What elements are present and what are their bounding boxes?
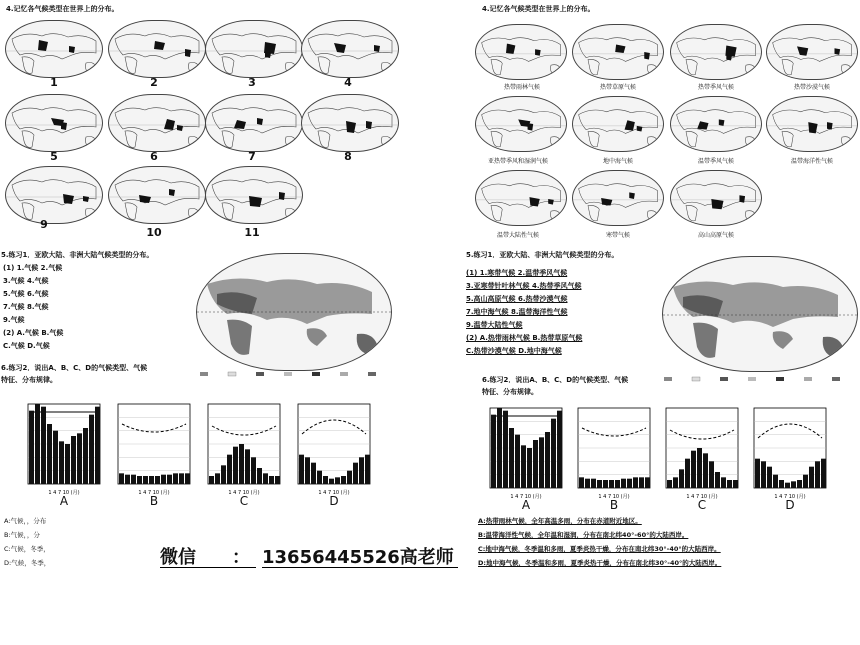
precip-bar [815, 461, 820, 488]
answer-line: B:温带海洋性气候，全年温和湿润，分布在南北纬40°-60°的大陆西岸。 [478, 531, 689, 539]
precip-bar [515, 435, 520, 488]
precip-bar [667, 480, 672, 488]
precip-bar [353, 463, 358, 484]
precip-bar [185, 473, 190, 484]
map-caption: 热带季风气候 [697, 84, 734, 91]
map-number: 5 [50, 150, 58, 163]
precip-bar [365, 455, 370, 484]
watermark-underline [160, 567, 256, 568]
answer-line: A:气候，，分布 [4, 517, 47, 525]
precip-bar [71, 436, 76, 484]
precip-bar [557, 411, 562, 488]
left-title: 4.记忆各气候类型在世界上的分布。 [6, 5, 119, 13]
exercise-line: C.热带沙漠气候 D.地中海气候 [466, 347, 562, 355]
world-map-thumb [475, 170, 567, 226]
precip-bar [509, 428, 514, 488]
world-map-thumb [475, 96, 567, 152]
precip-bar [155, 476, 160, 484]
precip-bar [77, 433, 82, 484]
precip-bar [65, 444, 70, 484]
precip-bar [497, 408, 502, 488]
precip-bar [35, 404, 40, 484]
map-caption: 热带草原气候 [599, 84, 636, 91]
chart-label: B [149, 494, 159, 508]
watermark-colon: ： [232, 547, 250, 568]
precip-bar [821, 459, 826, 488]
map-caption: 温带季风气候 [697, 158, 734, 165]
world-map-thumb [301, 94, 399, 152]
chart-label: C [239, 494, 249, 508]
chart-label: A [59, 494, 69, 508]
precip-bar [527, 448, 532, 488]
precip-bar [263, 473, 268, 484]
map-number: 7 [248, 150, 256, 163]
precip-bar [359, 457, 364, 484]
precip-bar [791, 481, 796, 488]
precip-bar [149, 476, 154, 484]
precip-bar [95, 407, 100, 484]
world-map-thumb [475, 24, 567, 80]
answer-line: A:热带雨林气候，全年高温多雨，分布在赤道附近地区。 [478, 517, 642, 525]
world-map-thumb [301, 20, 399, 78]
map-caption: 地中海气候 [602, 158, 633, 165]
left-ex5-title: 5.练习1．亚欧大陆、非洲大陆气候类型的分布。 [1, 251, 154, 259]
precip-bar [347, 471, 352, 484]
precip-bar [579, 477, 584, 488]
precip-bar [251, 457, 256, 484]
precip-bar [779, 480, 784, 488]
precip-bar [585, 479, 590, 488]
precip-bar [143, 476, 148, 484]
watermark-label: 微信 [160, 547, 196, 568]
precip-bar [755, 459, 760, 488]
left-ex6-title: 6.练习2．说出A、B、C、D的气候类型、气候 [1, 364, 148, 372]
climate-chart [288, 400, 380, 510]
climate-chart [744, 404, 836, 514]
world-map-thumb [670, 24, 762, 80]
world-map-thumb [205, 94, 303, 152]
map-caption: 高山高原气候 [697, 232, 734, 239]
precip-bar [609, 480, 614, 488]
svg-text:1 4 7 10 (月): 1 4 7 10 (月) [774, 494, 806, 500]
answer-line: D:气候，冬季， [4, 559, 51, 567]
answer-line: D:地中海气候，冬季温和多雨，夏季炎热干燥，分布在南北纬30°-40°的大陆西岸。 [478, 559, 722, 567]
precip-bar [233, 447, 238, 484]
precip-bar [59, 441, 64, 484]
map-caption: 温带海洋性气候 [790, 158, 833, 165]
answer-line: B:气候，，分 [4, 531, 40, 539]
precip-bar [125, 475, 130, 484]
chart-label: D [785, 498, 795, 512]
precip-bar [809, 467, 814, 488]
left-world-map [196, 253, 392, 371]
precip-bar [545, 432, 550, 488]
map-number: 8 [344, 150, 352, 163]
precip-bar [673, 477, 678, 488]
precip-bar [221, 465, 226, 484]
precip-bar [257, 468, 262, 484]
svg-text:1 4 7 10 (月): 1 4 7 10 (月) [228, 490, 260, 496]
precip-bar [773, 475, 778, 488]
precip-bar [721, 477, 726, 488]
world-map-thumb [670, 170, 762, 226]
map-number: 9 [40, 218, 48, 231]
precip-bar [633, 477, 638, 488]
precip-bar [603, 480, 608, 488]
right-ex5-title: 5.练习1．亚欧大陆、非洲大陆气候类型的分布。 [466, 251, 619, 259]
precip-bar [269, 476, 274, 484]
chart-label: C [697, 498, 707, 512]
precip-bar [521, 445, 526, 488]
precip-bar [797, 480, 802, 488]
world-map-thumb [108, 20, 206, 78]
exercise-line: (2) A.气候 B.气候 [3, 329, 64, 337]
chart-label: D [329, 494, 339, 508]
precip-bar [275, 476, 280, 484]
precip-bar [209, 476, 214, 484]
svg-text:1 4 7 10 (月): 1 4 7 10 (月) [318, 490, 350, 496]
exercise-line: 7.气候 8.气候 [3, 303, 49, 311]
map-number: 4 [344, 76, 352, 89]
world-map-thumb [572, 170, 664, 226]
left-map-legend [198, 370, 388, 382]
climate-chart [108, 400, 200, 510]
precip-bar [539, 437, 544, 488]
precip-bar [621, 479, 626, 488]
map-number: 11 [244, 226, 260, 239]
precip-bar [167, 475, 172, 484]
svg-text:1 4 7 10 (月): 1 4 7 10 (月) [48, 490, 80, 496]
precip-bar [299, 455, 304, 484]
precip-bar [761, 461, 766, 488]
precip-bar [161, 475, 166, 484]
precip-bar [131, 475, 136, 484]
world-map-thumb [5, 94, 103, 152]
world-map-thumb [108, 166, 206, 224]
right-ex6-sub: 特征、分布规律。 [482, 388, 538, 396]
world-map-thumb [108, 94, 206, 152]
svg-text:1 4 7 10 (月): 1 4 7 10 (月) [686, 494, 718, 500]
exercise-line: 9.温带大陆性气候 [466, 321, 523, 329]
answer-line: C:地中海气候，冬季温和多雨，夏季炎热干燥，分布在南北纬30°-40°的大陆西岸。 [478, 545, 721, 553]
precip-bar [709, 461, 714, 488]
climate-chart [568, 404, 660, 514]
precip-bar [703, 453, 708, 488]
right-ex6-title: 6.练习2．说出A、B、C、D的气候类型、气候 [482, 376, 629, 384]
precip-bar [227, 455, 232, 484]
world-map-thumb [205, 166, 303, 224]
world-map-graphic [663, 257, 857, 371]
world-map-thumb [572, 96, 664, 152]
precip-bar [89, 415, 94, 484]
world-map-thumb [205, 20, 303, 78]
precip-bar [329, 479, 334, 484]
svg-text:1 4 7 10 (月): 1 4 7 10 (月) [138, 490, 170, 496]
exercise-line: 3.气候 4.气候 [3, 277, 49, 285]
map-caption: 热带雨林气候 [503, 84, 540, 91]
world-map-thumb [5, 166, 103, 224]
precip-bar [53, 431, 58, 484]
precip-bar [697, 448, 702, 488]
watermark-underline [262, 567, 458, 568]
precip-bar [533, 440, 538, 488]
precip-bar [335, 477, 340, 484]
map-number: 1 [50, 76, 58, 89]
precip-bar [615, 480, 620, 488]
precip-bar [245, 449, 250, 484]
right-world-map [662, 256, 858, 372]
precip-bar [785, 483, 790, 488]
svg-text:1 4 7 10 (月): 1 4 7 10 (月) [598, 494, 630, 500]
svg-text:1 4 7 10 (月): 1 4 7 10 (月) [510, 494, 542, 500]
climate-chart [656, 404, 748, 514]
exercise-line: 5.高山高原气候 6.热带沙漠气候 [466, 295, 568, 303]
world-map-thumb [766, 24, 858, 80]
exercise-line: C.气候 D.气候 [3, 342, 50, 350]
map-number: 3 [248, 76, 256, 89]
precip-bar [215, 473, 220, 484]
watermark-phone: 13656445526高老师 [262, 547, 454, 568]
world-map-thumb [670, 96, 762, 152]
exercise-line: (1) 1.寒带气候 2.温带季风气候 [466, 269, 568, 277]
left-ex6-sub: 特征、分布规律。 [1, 376, 57, 384]
precip-bar [685, 459, 690, 488]
exercise-line: (2) A.热带雨林气候 B.热带草原气候 [466, 334, 583, 342]
map-caption: 热带沙漠气候 [793, 84, 830, 91]
precip-bar [491, 415, 496, 488]
climate-chart [480, 404, 572, 514]
map-caption: 温带大陆性气候 [496, 232, 539, 239]
right-title: 4.记忆各气候类型在世界上的分布。 [482, 5, 595, 13]
precip-bar [173, 473, 178, 484]
climate-chart [198, 400, 290, 510]
precip-bar [639, 477, 644, 488]
chart-label: B [609, 498, 619, 512]
map-number: 10 [146, 226, 162, 239]
world-map-graphic [197, 254, 391, 370]
precip-bar [311, 463, 316, 484]
precip-bar [179, 473, 184, 484]
chart-label: A [521, 498, 531, 512]
world-map-thumb [572, 24, 664, 80]
precip-bar [767, 467, 772, 488]
precip-bar [41, 407, 46, 484]
precip-bar [341, 476, 346, 484]
map-number: 2 [150, 76, 158, 89]
precip-bar [317, 471, 322, 484]
precip-bar [645, 477, 650, 488]
precip-bar [803, 475, 808, 488]
world-map-thumb [766, 96, 858, 152]
exercise-line: 7.地中海气候 8.温带海洋性气候 [466, 308, 568, 316]
exercise-line: 9.气候 [3, 316, 25, 324]
world-map-thumb [5, 20, 103, 78]
precip-bar [29, 411, 34, 484]
right-map-legend [662, 372, 856, 384]
precip-bar [551, 419, 556, 488]
climate-chart [18, 400, 110, 510]
precip-bar [83, 428, 88, 484]
precip-bar [47, 424, 52, 484]
precip-bar [679, 469, 684, 488]
exercise-line: 3.亚寒带针叶林气候 4.热带季风气候 [466, 282, 582, 290]
map-number: 6 [150, 150, 158, 163]
precip-bar [591, 479, 596, 488]
precip-bar [727, 480, 732, 488]
precip-bar [627, 479, 632, 488]
precip-bar [119, 473, 124, 484]
exercise-line: 5.气候 6.气候 [3, 290, 49, 298]
precip-bar [239, 444, 244, 484]
precip-bar [691, 451, 696, 488]
precip-bar [597, 480, 602, 488]
precip-bar [503, 411, 508, 488]
precip-bar [323, 476, 328, 484]
map-caption: 寒带气候 [605, 232, 630, 239]
precip-bar [305, 457, 310, 484]
precip-bar [137, 476, 142, 484]
map-caption: 亚热带季风和湿润气候 [487, 158, 548, 165]
answer-line: C:气候，冬季， [4, 545, 50, 553]
exercise-line: (1) 1.气候 2.气候 [3, 264, 63, 272]
precip-bar [733, 480, 738, 488]
precip-bar [715, 472, 720, 488]
